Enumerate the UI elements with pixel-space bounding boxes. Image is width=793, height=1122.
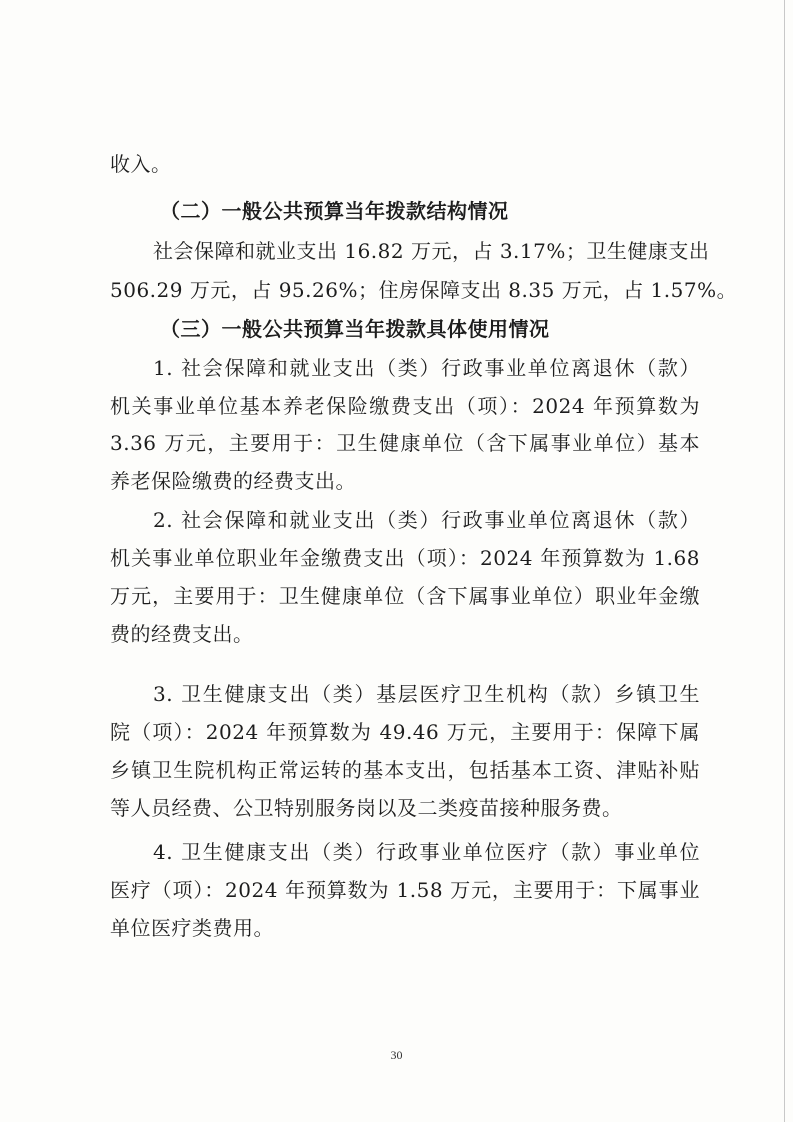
text-line: 2. 社会保障和就业支出（类）行政事业单位离退休（款） [153,508,700,532]
text-line: 机关事业单位基本养老保险缴费支出（项）：2024 年预算数为 [110,394,700,418]
text-line: 社会保障和就业支出 16.82 万元，占 3.17%；卫生健康支出 [153,239,710,263]
text-line: 乡镇卫生院机构正常运转的基本支出，包括基本工资、津贴补贴 [110,758,700,782]
text-line: 收入。 [110,152,172,176]
section-heading-3: （三）一般公共预算当年拨款具体使用情况 [160,317,550,341]
text-line: 等人员经费、公卫特别服务岗以及二类疫苗接种服务费。 [110,796,623,820]
text-line: 单位医疗类费用。 [110,916,274,940]
scan-edge [784,0,785,1122]
text-line: 机关事业单位职业年金缴费支出（项）：2024 年预算数为 1.68 [110,546,700,570]
text-line: 养老保险缴费的经费支出。 [110,469,356,493]
text-line: 3.36 万元，主要用于：卫生健康单位（含下属事业单位）基本 [110,431,700,455]
section-heading-2: （二）一般公共预算当年拨款结构情况 [160,199,509,223]
text-line: 1. 社会保障和就业支出（类）行政事业单位离退休（款） [153,356,700,380]
text-line: 院（项）：2024 年预算数为 49.46 万元，主要用于：保障下属 [110,720,700,744]
text-line: 万元，主要用于：卫生健康单位（含下属事业单位）职业年金缴 [110,584,700,608]
text-line: 3. 卫生健康支出（类）基层医疗卫生机构（款）乡镇卫生 [153,682,700,706]
text-line: 费的经费支出。 [110,622,254,646]
page-number: 30 [390,1048,403,1062]
text-line: 506.29 万元，占 95.26%；住房保障支出 8.35 万元，占 1.57%。 [110,278,738,302]
text-line: 4. 卫生健康支出（类）行政事业单位医疗（款）事业单位 [153,840,700,864]
text-line: 医疗（项）：2024 年预算数为 1.58 万元，主要用于：下属事业 [110,878,700,902]
